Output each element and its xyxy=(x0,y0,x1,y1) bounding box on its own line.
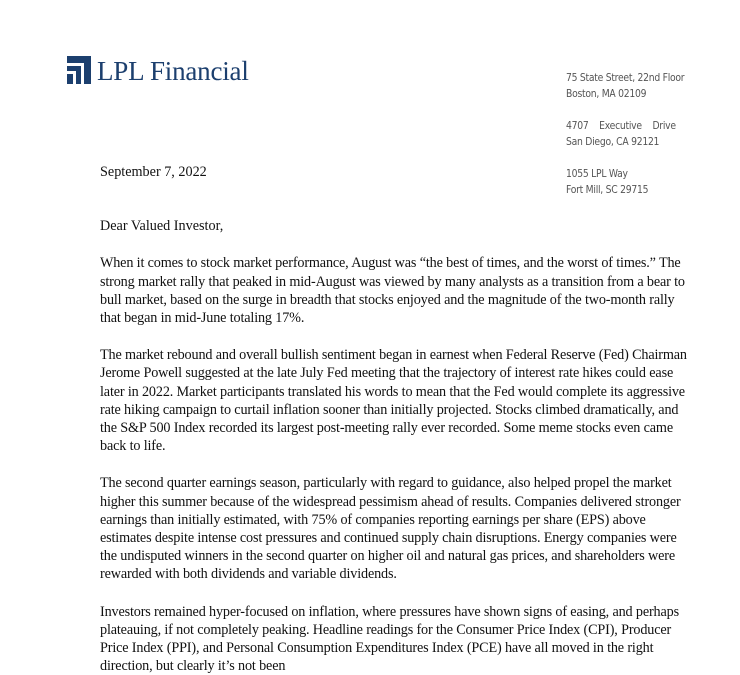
paragraph: When it comes to stock market performance, August was “the best of times, and the worst of times.” The strong market rally that peaked in mid-August was viewed by many analysts as a transition from a bear to bull market, based on the surge in breadth that stocks enjoyed and the magnitude of the two-month rally that began in mid-June totaling 17%. xyxy=(100,255,685,327)
salutation: Dear Valued Investor, xyxy=(100,218,224,235)
paragraph: The second quarter earnings season, particularly with regard to guidance, also helped propel the market higher this summer because of the widespread pessimism ahead of results. Companies delivered stronger earnings than initially estimated, with 75% of companies reporting earnings per share (EPS) above estimates despite intense cost pressures and continued supply chain disruptions. Energy companies were the undisputed winners in the second quarter on higher oil and natural gas prices, and shareholders were rewarded with both dividends and variable dividends. xyxy=(100,475,681,583)
address-line: San Diego, CA 92121 xyxy=(566,136,660,148)
address-line: Boston, MA 02109 xyxy=(566,88,647,100)
address-line: Fort Mill, SC 29715 xyxy=(566,184,649,196)
letter-body xyxy=(100,163,690,675)
company-name: LPL Financial xyxy=(97,56,249,86)
letter-date: September 7, 2022 xyxy=(100,164,207,180)
address-line: 4707 Executive Drive xyxy=(566,120,676,132)
address-line: 1055 LPL Way xyxy=(566,168,628,180)
lpl-logo-mark-icon xyxy=(67,56,91,84)
paragraph: Investors remained hyper-focused on inflation, where pressures have shown signs of easing, and perhaps plateauing, if not completely peaking. Headline readings for the Consumer Price Index (CPI), Producer Price Index (PPI), and Personal Consumption Expenditures Index (PCE) have all moved in the right direction, but clearly it’s not been xyxy=(100,603,679,675)
address-san-diego xyxy=(566,118,684,150)
address-boston xyxy=(566,70,684,102)
address-line: 75 State Street, 22nd Floor xyxy=(566,72,685,84)
company-logo xyxy=(67,55,249,85)
paragraph: The market rebound and overall bullish sentiment began in earnest when Federal Reserve (Fed) Chairman Jerome Powell suggested at the late July Fed meeting that the trajectory of interest rate hikes could ease later in 2022. Market participants translated his words to mean that the Fed would complete its aggressive rate hiking campaign to curtail inflation sooner than initially projected. Stocks climbed dramatically, and the S&P 500 Index recorded its largest post-meeting rally ever recorded. Some meme stocks even came back to life. xyxy=(100,347,687,455)
